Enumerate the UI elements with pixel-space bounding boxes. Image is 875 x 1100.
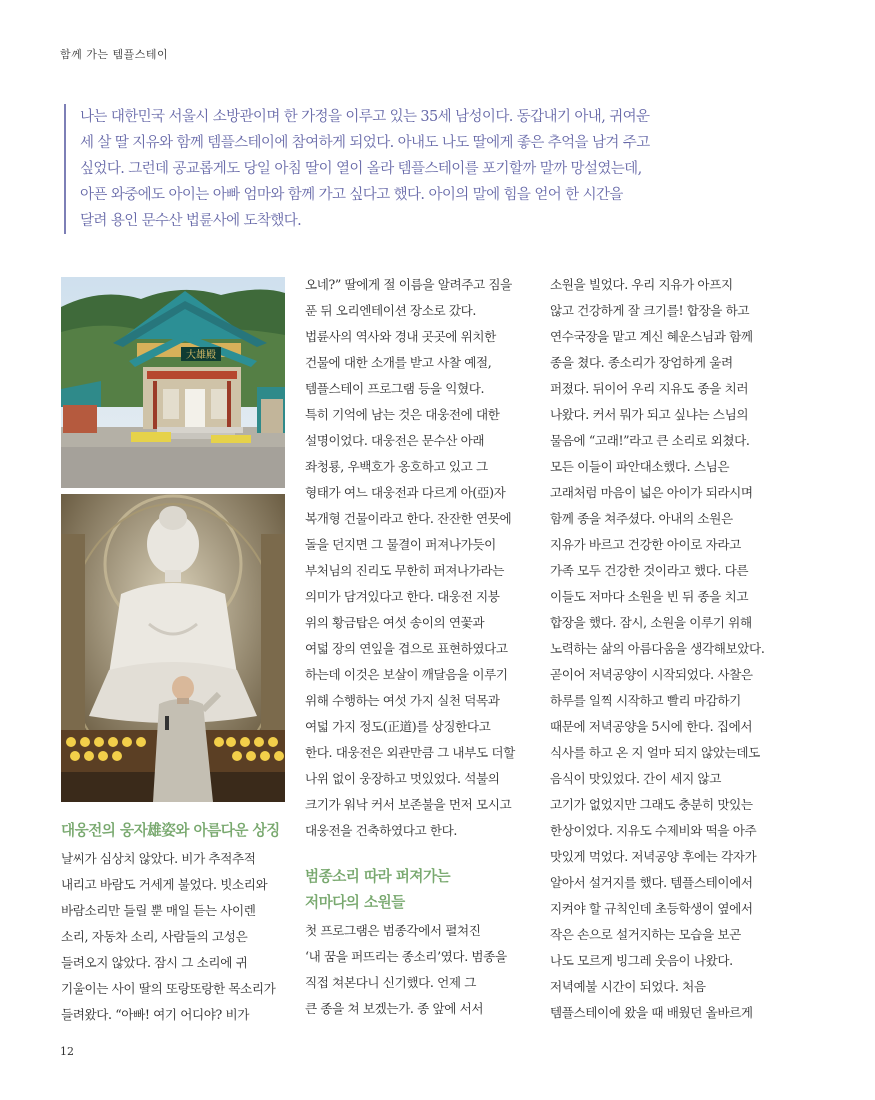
subhead-line: 범종소리 따라 퍼져가는 <box>305 868 451 885</box>
text-line: 템플스테이에 왔을 때 배웠던 올바르게 <box>550 1005 753 1020</box>
lead-line: 달려 용인 문수산 법륜사에 도착했다. <box>80 213 302 229</box>
text-line: 나위 없이 웅장하고 멋있었다. 석불의 <box>305 771 500 786</box>
lead-line: 세 살 딸 지유와 함께 템플스테이에 참여하게 되었다. 아내도 나도 딸에게 좋은 추억을 남겨 주고 <box>80 135 650 151</box>
page-number: 12 <box>60 1045 74 1058</box>
text-line: 소리, 자동차 소리, 사람들의 고성은 <box>61 929 248 944</box>
text-line: 않고 건강하게 잘 크기를! 합장을 하고 <box>550 303 750 318</box>
text-line: 하루를 일찍 시작하고 빨리 마감하기 <box>550 693 741 708</box>
text-line: 건물에 대한 소개를 받고 사찰 예절, <box>305 355 492 370</box>
lead-paragraph <box>64 104 690 234</box>
text-line: 설명이었다. 대웅전은 문수산 아래 <box>305 433 485 448</box>
buddha-statue-image <box>61 494 285 802</box>
lead-line: 아픈 와중에도 아이는 아빠 엄마와 함께 가고 싶다고 했다. 아이의 말에 힘을 얻어 한 시간을 <box>80 187 623 203</box>
section-subhead: 대웅전의 웅자雄姿와 아름다운 상징 <box>61 822 280 839</box>
text-column-2 <box>305 272 530 1022</box>
text-line: 푼 뒤 오리엔테이션 장소로 갔다. <box>305 303 476 318</box>
text-line: 크기가 워낙 커서 보존불을 먼저 모시고 <box>305 797 512 812</box>
text-line: 한다. 대웅전은 외관만큼 그 내부도 더할 <box>305 745 515 760</box>
text-line: 고기가 없었지만 그래도 충분히 맛있는 <box>550 797 753 812</box>
subhead-line: 저마다의 소원들 <box>305 894 405 911</box>
temple-photo <box>61 277 285 488</box>
text-line: 여덟 가지 정도(正道)를 상징한다고 <box>305 719 491 734</box>
text-line: 직접 쳐본다니 신기했다. 언제 그 <box>305 975 476 990</box>
text-line: 형태가 여느 대웅전과 다르게 아(亞)자 <box>305 485 506 500</box>
text-column-1 <box>61 818 289 1028</box>
text-line: 위의 황금탑은 여섯 송이의 연꽃과 <box>305 615 485 630</box>
text-line: 식사를 하고 온 지 얼마 되지 않았는데도 <box>550 745 760 760</box>
text-line: 들려오지 않았다. 잠시 그 소리에 귀 <box>61 955 248 970</box>
lead-line: 싶었다. 그런데 공교롭게도 당일 아침 딸이 열이 올라 템플스테이를 포기할까 말까 망설였는데, <box>80 161 642 177</box>
text-line: 나도 모르게 빙그레 웃음이 나왔다. <box>550 953 733 968</box>
text-line: 오네?” 딸에게 절 이름을 알려주고 짐을 <box>305 277 512 292</box>
text-line: 위해 수행하는 여섯 가지 실천 덕목과 <box>305 693 500 708</box>
text-line: 들려왔다. “아빠! 여기 어디야? 비가 <box>61 1007 250 1022</box>
text-line: 한상이었다. 지유도 수제비와 떡을 아주 <box>550 823 757 838</box>
text-line: 내리고 바람도 거세게 불었다. 빗소리와 <box>61 877 268 892</box>
text-line: 기울이는 사이 딸의 또랑또랑한 목소리가 <box>61 981 276 996</box>
text-line: 저녁예불 시간이 되었다. 처음 <box>550 979 706 994</box>
text-line: 날씨가 심상치 않았다. 비가 추적추적 <box>61 851 256 866</box>
text-line: 곧이어 저녁공양이 시작되었다. 사찰은 <box>550 667 753 682</box>
text-line: 소원을 빌었다. 우리 지유가 아프지 <box>550 277 733 292</box>
text-line: 법륜사의 역사와 경내 곳곳에 위치한 <box>305 329 496 344</box>
temple-sign-text: 大雄殿 <box>186 350 216 361</box>
running-title: 함께 가는 템플스테이 <box>60 48 169 61</box>
text-line: 바람소리만 들릴 뿐 매일 듣는 사이렌 <box>61 903 256 918</box>
text-line: 돌을 던지면 그 물결이 퍼져나가듯이 <box>305 537 496 552</box>
text-line: 특히 기억에 남는 것은 대웅전에 대한 <box>305 407 500 422</box>
text-line: 모든 이들이 파안대소했다. 스님은 <box>550 459 730 474</box>
text-line: 함께 종을 쳐주셨다. 아내의 소원은 <box>550 511 733 526</box>
text-line: 노력하는 삶의 아름다움을 생각해보았다. <box>550 641 765 656</box>
text-line: 합장을 했다. 잠시, 소원을 이루기 위해 <box>550 615 752 630</box>
text-line: 종을 쳤다. 종소리가 장엄하게 울려 <box>550 355 733 370</box>
text-line: 첫 프로그램은 범종각에서 펼쳐진 <box>305 923 481 938</box>
buddha-photo <box>61 494 285 802</box>
text-line: 나왔다. 커서 뭐가 되고 싶냐는 스님의 <box>550 407 749 422</box>
text-line: 의미가 담겨있다고 한다. 대웅전 지붕 <box>305 589 500 604</box>
text-line: 큰 종을 쳐 보겠는가. 종 앞에 서서 <box>305 1001 484 1016</box>
text-line: 대웅전을 건축하였다고 한다. <box>305 823 457 838</box>
text-line: 이들도 저마다 소원을 빈 뒤 종을 치고 <box>550 589 749 604</box>
text-line: 지유가 바르고 건강한 아이로 자라고 <box>550 537 741 552</box>
temple-hall-image <box>61 277 285 488</box>
text-line: 퍼졌다. 뒤이어 우리 지유도 종을 치러 <box>550 381 749 396</box>
text-line: 때문에 저녁공양을 5시에 한다. 집에서 <box>550 719 753 734</box>
lead-line: 나는 대한민국 서울시 소방관이며 한 가정을 이루고 있는 35세 남성이다. 동갑내기 아내, 귀여운 <box>80 109 650 125</box>
text-line: 템플스테이 프로그램 등을 익혔다. <box>305 381 485 396</box>
text-line: 알아서 설거지를 했다. 템플스테이에서 <box>550 875 753 890</box>
text-line: 작은 손으로 설거지하는 모습을 보곤 <box>550 927 741 942</box>
text-line: 가족 모두 건강한 것이라고 했다. 다른 <box>550 563 749 578</box>
text-line: 연수국장을 맡고 계신 혜운스님과 함께 <box>550 329 753 344</box>
text-column-3 <box>550 272 778 1026</box>
text-line: 맛있게 먹었다. 저녁공양 후에는 각자가 <box>550 849 757 864</box>
section-subhead <box>305 864 530 916</box>
text-line: 하는데 이것은 보살이 깨달음을 이루기 <box>305 667 508 682</box>
text-line: 좌청룡, 우백호가 옹호하고 있고 그 <box>305 459 488 474</box>
text-line: 여덟 장의 연잎을 겹으로 표현하였다고 <box>305 641 508 656</box>
text-line: 지켜야 할 규칙인데 초등학생이 옆에서 <box>550 901 753 916</box>
text-line: 부처님의 진리도 무한히 퍼져나가라는 <box>305 563 505 578</box>
text-line: 음식이 맛있었다. 간이 세지 않고 <box>550 771 721 786</box>
text-line: 고래처럼 마음이 넓은 아이가 되라시며 <box>550 485 753 500</box>
text-line: 물음에 “고래!”라고 큰 소리로 외쳤다. <box>550 433 750 448</box>
text-line: 복개형 건물이라고 한다. 잔잔한 연못에 <box>305 511 512 526</box>
text-line: ‘내 꿈을 퍼뜨리는 종소리’였다. 범종을 <box>305 949 507 964</box>
